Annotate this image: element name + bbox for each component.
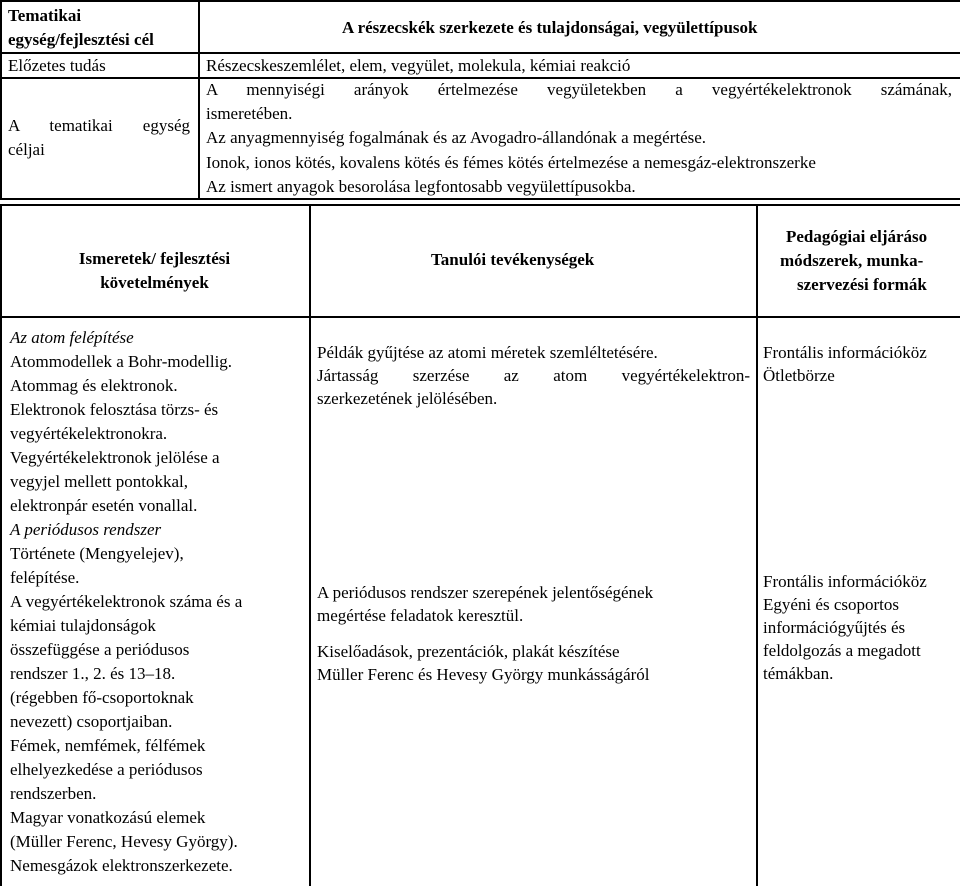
knowledge-line: vegyértékelektronokra. (10, 424, 168, 443)
rule (0, 0, 960, 2)
knowledge-line: Elektronok felosztása törzs- és (10, 400, 219, 419)
activity-line: szerkezetének jelölésében. (317, 389, 498, 408)
activity-line: Példák gyűjtése az atomi méretek szemléltetésére. (317, 343, 658, 362)
knowledge-line: Magyar vonatkozású elemek (10, 808, 206, 827)
rule (0, 204, 960, 206)
knowledge-line: Atommodellek a Bohr-modellig. (10, 352, 233, 371)
activities-block (317, 640, 650, 686)
method-line: Ötletbörze (763, 366, 835, 385)
rule (0, 0, 2, 199)
rule (756, 204, 758, 886)
knowledge-line: A vegyértékelektronok száma és a (10, 592, 243, 611)
knowledge-line: rendszerben. (10, 784, 97, 803)
method-line: Frontális információköz (763, 343, 927, 362)
rule (0, 198, 960, 200)
rule (309, 204, 311, 886)
header-left-line-2: egység/fejlesztési cél (8, 30, 154, 49)
rule (0, 204, 2, 886)
prior-knowledge-label: Előzetes tudás (8, 56, 106, 75)
knowledge-line: Nemesgázok elektronszerkezete. (10, 856, 233, 875)
column-header-methods: módszerek, munka- (780, 251, 924, 270)
knowledge-line: Vegyértékelektronok jelölése a (10, 448, 220, 467)
knowledge-line: (Müller Ferenc, Hevesy György). (10, 832, 238, 851)
goals-label-line-1: A tematikai egység (8, 116, 190, 135)
activity-line: A periódusos rendszer szerepének jelentőségének (317, 583, 654, 602)
column-header-activities: Tanulói tevékenységek (431, 250, 595, 269)
knowledge-line: kémiai tulajdonságok (10, 616, 156, 635)
goal-line: Ionok, ionos kötés, kovalens kötés és fémes kötés értelmezése a nemesgáz-elektronszerke (206, 153, 816, 172)
section-heading: A periódusos rendszer (10, 520, 162, 539)
knowledge-line: nevezett) csoportjaiban. (10, 712, 173, 731)
knowledge-line: Fémek, nemfémek, félfémek (10, 736, 206, 755)
activity-line: megértése feladatok keresztül. (317, 606, 524, 625)
rule (198, 0, 200, 199)
knowledge-line: Története (Mengyelejev), (10, 544, 184, 563)
goals-label-line-2: céljai (8, 140, 45, 159)
methods-block (763, 341, 927, 387)
knowledge-line: elektronpár esetén vonallal. (10, 496, 198, 515)
activities-block (317, 341, 750, 410)
column-header-methods: Pedagógiai eljáráso (786, 227, 928, 246)
method-line: Frontális információköz (763, 572, 927, 591)
method-line: feldolgozás a megadott (763, 641, 921, 660)
column-header-knowledge: Ismeretek/ fejlesztési (78, 249, 231, 268)
knowledge-line: rendszer 1., 2. és 13–18. (10, 664, 176, 683)
goal-line: ismeretében. (206, 104, 293, 123)
prior-knowledge-value: Részecskeszemlélet, elem, vegyület, molekula, kémiai reakció (206, 56, 631, 75)
column-header-knowledge: követelmények (100, 273, 209, 292)
page-title: A részecskék szerkezete és tulajdonságai, vegyülettípusok (342, 18, 758, 37)
knowledge-line: felépítése. (10, 568, 80, 587)
knowledge-line: (régebben fő-csoportoknak (10, 688, 194, 707)
goal-line: A mennyiségi arányok értelmezése vegyületekben a vegyértékelektronok számának, (206, 80, 952, 99)
activities-block (317, 581, 653, 627)
methods-block (763, 570, 927, 685)
method-line: témákban. (763, 664, 834, 683)
goal-line: Az ismert anyagok besorolása legfontosabb vegyülettípusokba. (206, 177, 636, 196)
knowledge-column (10, 326, 305, 878)
column-header-methods: szervezési formák (797, 275, 927, 294)
section-heading: Az atom felépítése (10, 328, 134, 347)
activity-line: Müller Ferenc és Hevesy György munkásságáról (317, 665, 650, 684)
rule (0, 316, 960, 318)
method-line: információgyűjtés és (763, 618, 906, 637)
activity-line: Jártasság szerzése az atom vegyértékelektron- (317, 366, 750, 385)
knowledge-line: Atommag és elektronok. (10, 376, 178, 395)
knowledge-line: összefüggése a periódusos (10, 640, 190, 659)
header-left-line-1: Tematikai (8, 6, 82, 25)
method-line: Egyéni és csoportos (763, 595, 899, 614)
activity-line: Kiselőadások, prezentációk, plakát készítése (317, 642, 620, 661)
knowledge-line: vegyjel mellett pontokkal, (10, 472, 188, 491)
goal-line: Az anyagmennyiség fogalmának és az Avogadro-állandónak a megértése. (206, 128, 707, 147)
knowledge-line: elhelyezkedése a periódusos (10, 760, 203, 779)
